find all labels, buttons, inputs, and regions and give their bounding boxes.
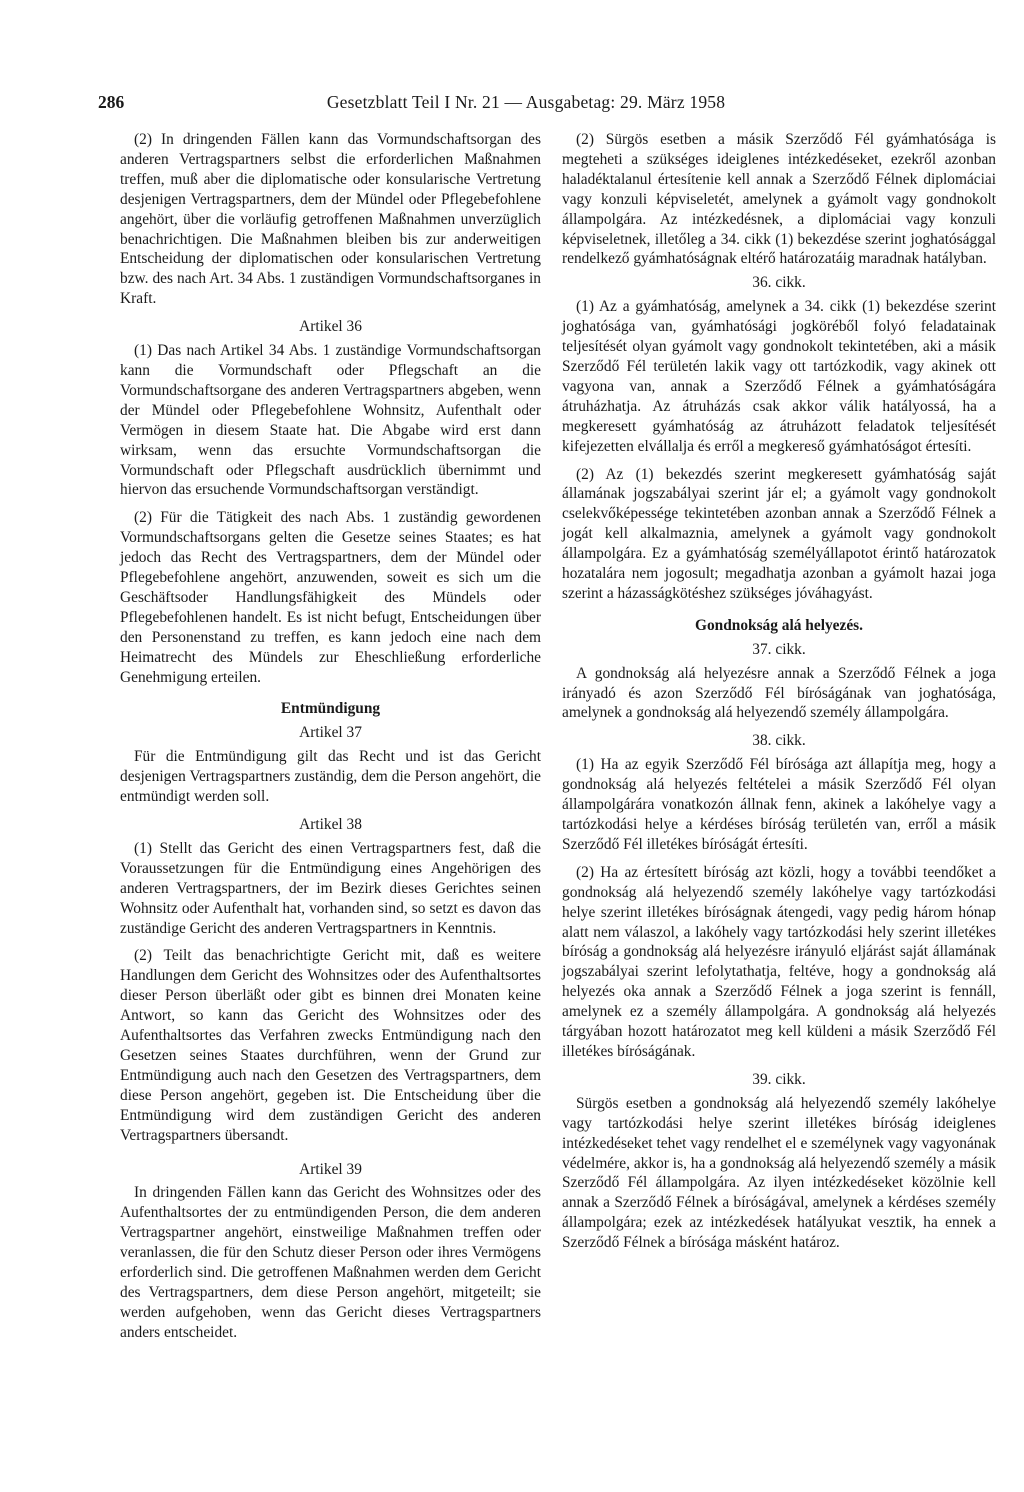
page-number: 286	[98, 92, 125, 112]
paragraph: (1) Ha az egyik Szerződő Fél bírósága azt állapítja meg, hogy a gondnokság alá helyezés feltételei a másik Szerződő Fél olyan állampolgárára vonatkozón állnak fenn, akinek a lakóhelye vagy a tartózkodási helye a kérdéses bíróság területén van, erről a másik Szerződő Fél illetékes bíróságát értesíti.	[562, 756, 996, 853]
paragraph: (2) Teilt das benachrichtigte Gericht mit, daß es weitere Handlungen dem Gericht des Wohnsitzes oder des Aufenthaltsortes dieser Person überläßt oder gibt es binnen drei Monaten keine Antwort, so kann das Gericht des Wohnsitzes oder des Aufenthaltsortes das Verfahren zwecks Entmündigung nach den Gesetzen seines Staates durchführen, wenn der Grund zur Entmündigung auch nach den Gesetzen des Vertragspartners, dem diese Person angehört, gegeben ist. Die Entscheidung über die Entmündigung wird dem zuständigen Gericht des anderen Vertragspartners übersandt.	[120, 947, 541, 1144]
article-heading: Artikel 39	[299, 1160, 362, 1178]
article-heading: Artikel 38	[299, 816, 362, 833]
article-heading: Artikel 36	[299, 318, 362, 336]
section-heading: Gondnokság alá helyezés.	[694, 616, 864, 634]
running-title: Gesetzblatt Teil I Nr. 21 — Ausgabetag: 29. März 1958	[326, 92, 726, 112]
section-heading: Entmündigung	[280, 700, 381, 718]
paragraph: Für die Entmündigung gilt das Recht und ist das Gericht desjenigen Vertragspartners zuständig, dem die Person angehört, die entmündigt werden soll.	[120, 748, 541, 806]
paragraph: In dringenden Fällen kann das Gericht des Wohnsitzes oder des Aufenthaltsortes der zu entmündigenden Person, die dem anderen Vertragspartner angehört, einstweilige Maßnahmen treffen oder veranlassen, die für den Schutz dieser Person oder ihres Vermögens erforderlich sind. Die getroffenen Maßnahmen werden dem Gericht des Vertragspartners, dem diese Person angehört, mitgeteilt; sie werden aufgehoben, wenn das Gericht dieses Vertragspartners anders entscheidet.	[120, 1184, 541, 1341]
paragraph: (2) Ha az értesített bíróság azt közli, hogy a további teendőket a gondnokság alá helyezendő személy lakóhelye vagy tartózkodási helye szerint illetékes bíróságnak átengedi, vagy pedig három hónap alatt nem válaszol, a lakóhely vagy tartózkodási hely szerint illetékes bíróság a gondnokság alá helyezésre irányuló eljárást saját államának jogszabályai szerint lefolytathatja, feltéve, hogy a gondnokság alá helyezés oka annak a Szerződő Félnek a joga szerint is fennáll, amelynek ez a személy állampolgára. A gondnokság alá helyezés tárgyában hozott határozatot meg kell küldeni a másik Szerződő Fél illetékes bíróságának.	[562, 863, 996, 1060]
article-heading: 39. cikk.	[752, 1070, 806, 1088]
right-column-hungarian	[562, 130, 996, 1261]
paragraph: (2) Für die Tätigkeit des nach Abs. 1 zuständig gewordenen Vormundschaftsorgans gelten die Gesetze seines Staates; es hat jedoch das Recht des Vertragspartners, dem der Mündel oder Pflegebefohlene angehört, anzuwenden, soweit es sich um die Geschäftsoder Handlungsfähigkeit des Mündels oder Pflegebefohlenen handelt. Es ist nicht befugt, Entscheidungen über den Personenstand zu treffen, es kann jedoch eine nach dem Heimatrecht des Mündels zur Eheschließung erforderliche Genehmigung erteilen.	[120, 509, 541, 686]
paragraph: (2) In dringenden Fällen kann das Vormundschaftsorgan des anderen Vertragspartners selbst die erforderlichen Maßnahmen treffen, muß aber die diplomatische oder konsularische Vertretung desjenigen Vertragspartners, dem der Mündel oder Pflegebefohlene angehört, über die vorläufig getroffenen Maßnahmen unverzüglich benachrichtigen. Die Maßnahmen bleiben bis zur anderweitigen Entscheidung der diplomatischen oder konsularischen Vertretung bzw. des nach Art. 34 Abs. 1 zuständigen Vormundschaftsorganes in Kraft.	[120, 131, 541, 308]
article-heading: 38. cikk.	[752, 732, 806, 750]
paragraph: (1) Stellt das Gericht des einen Vertragspartners fest, daß die Voraussetzungen für die Entmündigung eines Angehörigen des anderen Vertragspartners, der im Bezirk dieses Gerichtes seinen Wohnsitz oder Aufenthalt hat, vorhanden sind, so setzt es davon das zuständige Gericht des anderen Vertragspartners in Kenntnis.	[120, 839, 541, 937]
left-column-german	[120, 130, 541, 1351]
article-heading: 37. cikk.	[752, 640, 806, 658]
paragraph: Sürgös esetben a gondnokság alá helyezendő személy lakóhelye vagy tartózkodási helye szerint illetékes bíróság ideiglenes intézkedéseket tehet vagy rendelhet el e személynek vagy vagyonának védelmére, akkor is, ha a gondnokság alá helyezendő személy a másik Szerződő Fél állampolgára. Az ilyen intézkedéseket közölnie kell annak a Szerződő Félnek a bíróságával, amelynek a kérdéses személy állampolgára; ezek az intézkedések hatályukat vesztik, ha ennek a Szerződő Félnek a bírósága másként határoz.	[562, 1094, 996, 1252]
page-header	[98, 92, 984, 113]
paragraph: (2) Az (1) bekezdés szerint megkeresett gyámhatóság saját államának jogszabályai szerint jár el; a gyámolt vagy gondnokolt cselekvőképessége tekintetében azonban annak a Szerződő Félnek a jogát kell alkalmaznia, amelynek a gyámolt vagy gondnokolt állampolgára. Ez a gyámhatóság személyállapotot érintő határozatok hozatalára nem jogosult; megadhatja azonban a gyámolt hazai joga szerint a házasságkötéshez szükséges jóváhagyást.	[562, 465, 996, 602]
paragraph: (1) Das nach Artikel 34 Abs. 1 zuständige Vormundschaftsorgan kann die Vormundschaft oder Pflegschaft an die Vormundschaftsorgane des anderen Vertragspartners abgeben, wenn der Mündel oder Pflegebefohlene Wohnsitz, Aufenthalt oder Vermögen in diesem Staate hat. Die Abgabe wird erst dann wirksam, wenn das ersuchte Vormundschaftsorgan die Vormundschaft oder Pflegschaft ausdrücklich übernimmt und hiervon das ersuchende Vormundschaftsorgan verständigt.	[120, 342, 541, 499]
paragraph: (1) Az a gyámhatóság, amelynek a 34. cikk (1) bekezdése szerint joghatósága van, gyámhatósági jogköréből folyó feladatainak teljesítését olyan gyámolt vagy gondnokolt tekintetében, aki a másik Szerződő Fél területén lakik vagy ott tartózkodik, vagy akinek ott vagyona van, annak a Szerződő Félnek a gyámhatóságára átruházhatja. Az átruházás csak akkor válik hatályossá, ha a megkeresett gyámhatóság az átruházott feladatok teljesítését kifejezetten elvállalja és erről a megkereső gyámhatóságot értesíti.	[562, 298, 996, 455]
article-heading: 36. cikk.	[752, 274, 806, 292]
paragraph: (2) Sürgös esetben a másik Szerződő Fél gyámhatósága is megteheti a szükséges ideiglenes intézkedéseket, ezekről azonban haladéktalanul értesítenie kell annak a Szerződő Félnek diplomáciai vagy konzuli képviseletét, amelynek a gyámolt vagy gondnokolt állampolgára. Az intézkedésnek, a diplomáciai vagy konzuli képviseletnek, illetőleg a 34. cikk (1) bekezdése szerint joghatósággal rendelkező gyámhatóságnak eltérő határozatáig maradnak hatályban.	[562, 131, 996, 268]
paragraph: A gondnokság alá helyezésre annak a Szerződő Félnek a joga irányadó és azon Szerződő Fél bíróságának van joghatósága, amelynek a gondnokság alá helyezendő személy állampolgára.	[562, 664, 996, 722]
article-heading: Artikel 37	[299, 724, 362, 742]
